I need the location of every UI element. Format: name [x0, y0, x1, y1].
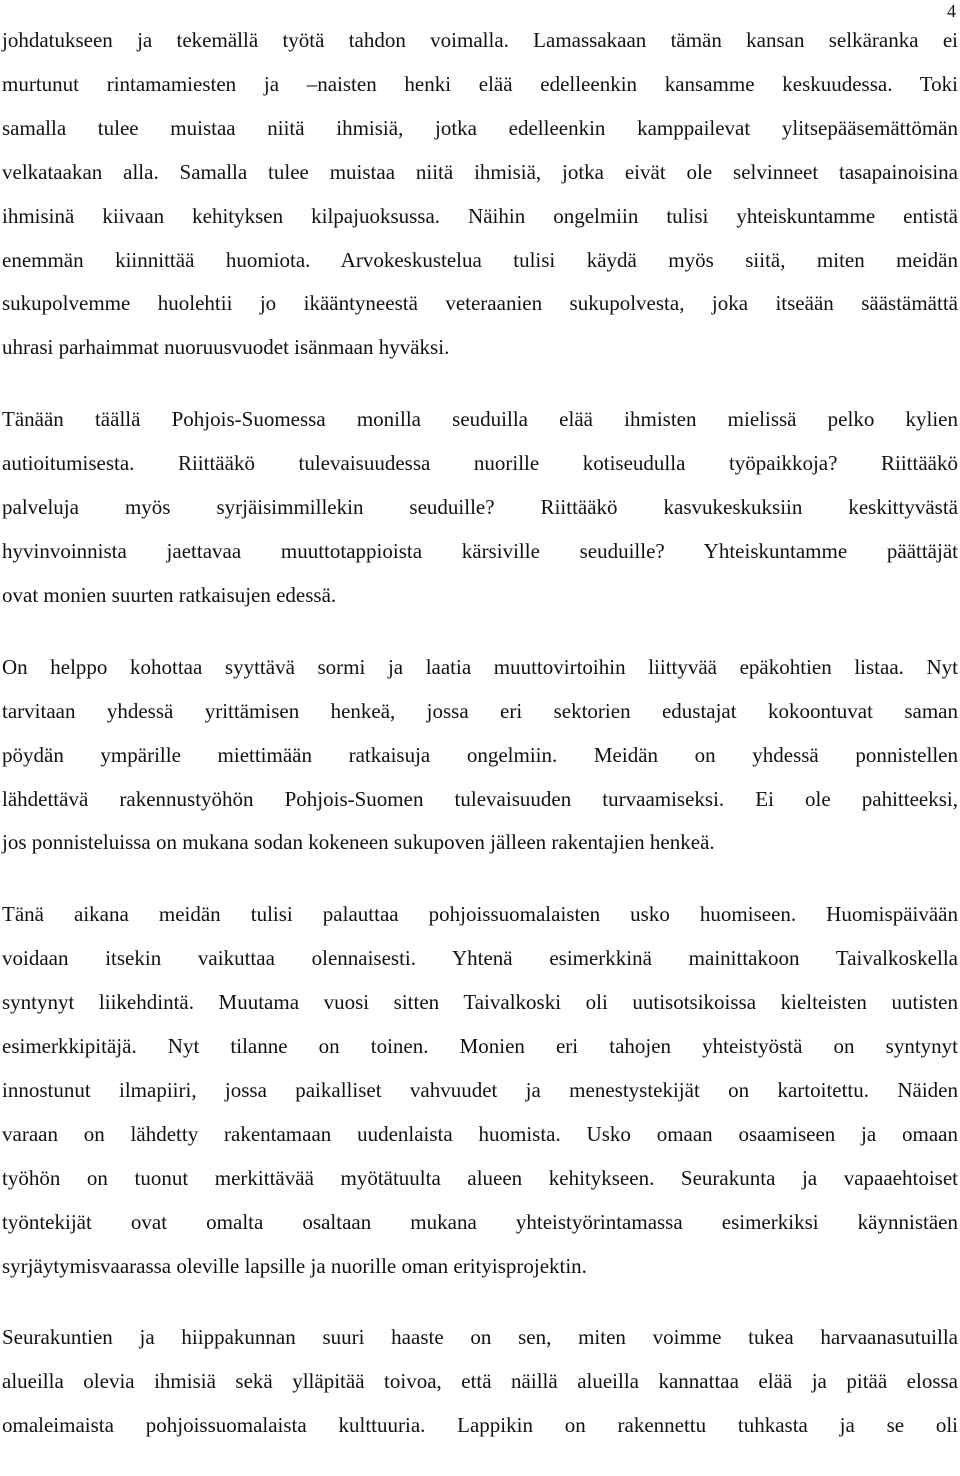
paragraph-line: autioitumisesta. Riittääkö tulevaisuudessa nuorille kotiseudulla työpaikkoja? Riittääkö [2, 451, 958, 476]
paragraph-line: alueilla olevia ihmisiä sekä ylläpitää toivoa, että näillä alueilla kannattaa elää ja pitää elossa [2, 1369, 958, 1394]
paragraph-line: esimerkkipitäjä. Nyt tilanne on toinen. Monien eri tahojen yhteistyöstä on syntynyt [2, 1034, 958, 1059]
paragraph-line: syrjäytymisvaarassa oleville lapsille ja nuorille oman erityisprojektin. [2, 1253, 587, 1278]
paragraph-line: varaan on lähdetty rakentamaan uudenlaista huomista. Usko omaan osaamiseen ja omaan [2, 1121, 958, 1146]
paragraph-line: voidaan itsekin vaikuttaa olennaisesti. Yhtenä esimerkkinä mainittakoon Taivalkoskella [2, 946, 958, 971]
paragraph-1 [2, 19, 958, 370]
paragraph-line: murtunut rintamamiesten ja –naisten henki elää edelleenkin kansamme keskuudessa. Toki [2, 71, 958, 96]
paragraph-line: johdatukseen ja tekemällä työtä tahdon voimalla. Lamassakaan tämän kansan selkäranka ei [2, 28, 958, 52]
paragraph-line: tarvitaan yhdessä yrittämisen henkeä, jossa eri sektorien edustajat kokoontuvat saman [2, 698, 958, 723]
paragraph-line: Seurakuntien ja hiippakunnan suuri haaste on sen, miten voimme tukea harvaanasutuilla [2, 1325, 958, 1350]
paragraph-line: pöydän ympärille miettimään ratkaisuja ongelmiin. Meidän on yhdessä ponnistellen [2, 742, 958, 767]
paragraph-line: enemmän kiinnittää huomiota. Arvokeskustelua tulisi käydä myös siitä, miten meidän [2, 247, 958, 272]
paragraph-line: innostunut ilmapiiri, jossa paikalliset vahvuudet ja menestystekijät on kartoitettu. Näiden [2, 1077, 958, 1102]
paragraph-line: velkataakan alla. Samalla tulee muistaa niitä ihmisiä, jotka eivät ole selvinneet tasapainoisina [2, 159, 958, 184]
paragraph-line: lähdettävä rakennustyöhön Pohjois-Suomen tulevaisuuden turvaamiseksi. Ei ole pahitteeksi, [2, 786, 958, 811]
paragraph-line: uhrasi parhaimmat nuoruusvuodet isänmaan hyväksi. [2, 335, 450, 360]
paragraph-5 [2, 1316, 958, 1448]
document-body [2, 19, 958, 1476]
paragraph-line: hyvinvoinnista jaettavaa muuttotappioista kärsiville seuduille? Yhteiskuntamme päättäjät [2, 538, 958, 563]
paragraph-line: työntekijät ovat omalta osaltaan mukana yhteistyörintamassa esimerkiksi käynnistäen [2, 1209, 958, 1234]
page-number: 4 [947, 1, 956, 21]
paragraph-line: sukupolvemme huolehtii jo ikääntyneestä veteraanien sukupolvesta, joka itseään säästämättä [2, 291, 958, 316]
paragraph-line: jos ponnisteluissa on mukana sodan kokeneen sukupoven jälleen rakentajien henkeä. [2, 830, 715, 855]
paragraph-line: palveluja myös syrjäisimmillekin seuduille? Riittääkö kasvukeskuksiin keskittyvästä [2, 495, 958, 520]
paragraph-line: Tänään täällä Pohjois-Suomessa monilla seuduilla elää ihmisten mielissä pelko kylien [2, 407, 958, 432]
paragraph-line: syntynyt liikehdintä. Muutama vuosi sitten Taivalkoski oli uutisotsikoissa kielteisten uutisten [2, 990, 958, 1015]
paragraph-line: ihmisinä kiivaan kehityksen kilpajuoksussa. Näihin ongelmiin tulisi yhteiskuntamme entistä [2, 203, 958, 228]
paragraph-line: työhön on tuonut merkittävää myötätuulta alueen kehitykseen. Seurakunta ja vapaaehtoiset [2, 1165, 958, 1190]
paragraph-line: samalla tulee muistaa niitä ihmisiä, jotka edelleenkin kamppailevat ylitsepääsemättömän [2, 115, 958, 140]
paragraph-line: omaleimaista pohjoissuomalaista kulttuuria. Lappikin on rakennettu tuhkasta ja se oli [2, 1413, 958, 1438]
paragraph-line: On helppo kohottaa syyttävä sormi ja laatia muuttovirtoihin liittyvää epäkohtien listaa. Nyt [2, 654, 958, 679]
paragraph-2 [2, 398, 958, 618]
paragraph-4 [2, 893, 958, 1288]
paragraph-line: Tänä aikana meidän tulisi palauttaa pohjoissuomalaisten usko huomiseen. Huomispäivään [2, 902, 958, 927]
paragraph-line: ovat monien suurten ratkaisujen edessä. [2, 582, 337, 607]
paragraph-3 [2, 646, 958, 866]
